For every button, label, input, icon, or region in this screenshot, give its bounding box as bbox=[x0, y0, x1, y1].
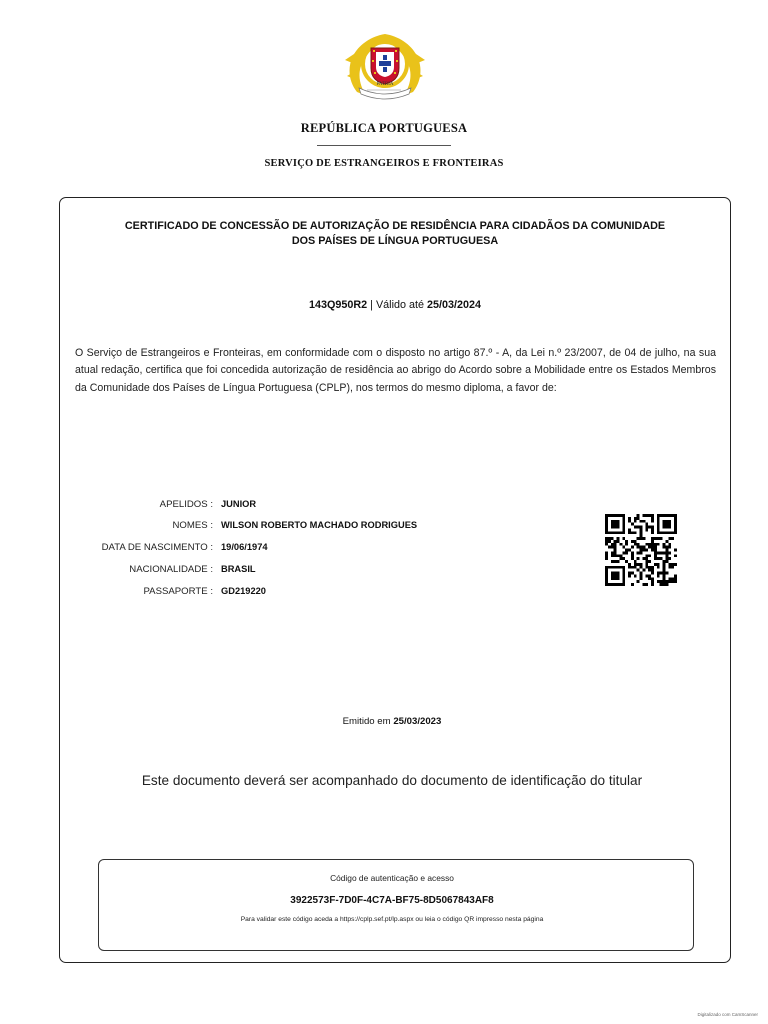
authentication-code: 3922573F-7D0F-4C7A-BF75-8D5067843AF8 bbox=[290, 895, 494, 906]
field-value: 19/06/1974 bbox=[221, 542, 268, 552]
issue-label: Emitido em bbox=[342, 716, 394, 727]
authentication-label: Código de autenticação e acesso bbox=[330, 873, 454, 883]
scanner-watermark: Digitalizado com CamScanner bbox=[697, 1012, 758, 1017]
field-label: NOMES : bbox=[172, 520, 213, 531]
issue-date-value: 25/03/2023 bbox=[393, 716, 442, 727]
identification-notice: Este documento deverá ser acompanhado do documento de identificação do titular bbox=[141, 773, 643, 788]
field-label: APELIDOS : bbox=[159, 499, 213, 510]
certificate-number: 143Q950R2 bbox=[308, 299, 368, 311]
field-row-nomes bbox=[70, 520, 470, 534]
field-row-data-nascimento bbox=[70, 542, 470, 556]
field-value: JUNIOR bbox=[221, 499, 257, 509]
coat-of-arms-emblem bbox=[337, 30, 433, 102]
field-value: GD219220 bbox=[221, 586, 266, 596]
valid-until-date: 25/03/2024 bbox=[427, 299, 482, 311]
service-heading: SERVIÇO DE ESTRANGEIROS E FRONTEIRAS bbox=[264, 158, 504, 169]
field-label: PASSAPORTE : bbox=[143, 586, 213, 597]
field-row-passaporte bbox=[70, 586, 470, 600]
certificate-title-line1: CERTIFICADO DE CONCESSÃO DE AUTORIZAÇÃO DE RESIDÊNCIA PARA CIDADÃOS DA COMUNIDADE bbox=[124, 220, 666, 232]
republic-heading: REPÚBLICA PORTUGUESA bbox=[300, 121, 468, 135]
certificate-title-line2: DOS PAÍSES DE LÍNGUA PORTUGUESA bbox=[291, 235, 499, 247]
certificate-title bbox=[95, 219, 695, 249]
field-label: DATA DE NASCIMENTO : bbox=[101, 542, 213, 553]
field-label: NACIONALIDADE : bbox=[129, 564, 213, 575]
validity-label: | Válido até bbox=[367, 299, 427, 311]
field-value: BRASIL bbox=[221, 564, 256, 574]
certificate-reference bbox=[0, 299, 768, 311]
field-value: WILSON ROBERTO MACHADO RODRIGUES bbox=[221, 520, 418, 530]
header-divider bbox=[317, 145, 451, 146]
certificate-body-text: O Serviço de Estrangeiros e Fronteiras, em conformidade com o disposto no artigo 87.º - A, da Lei n.º 23/2007, de 04 de julho, na sua atual redação, certifica que foi concedida autorização de residência ao abrigo do Acordo sobre a Mobilidade entre os Estados Membros da Comunidade dos Países de Língua Portuguesa (CPLP), nos termos do mesmo diploma, a favor de: bbox=[75, 347, 716, 394]
qr-code[interactable] bbox=[603, 514, 679, 586]
issue-date bbox=[0, 716, 768, 727]
field-row-apelidos bbox=[70, 499, 470, 513]
authentication-hint: Para validar este código aceda a https://cplp.sef.pt/lp.aspx ou leia o código QR impresso nesta página bbox=[240, 916, 544, 923]
field-row-nacionalidade bbox=[70, 564, 470, 578]
emblem-motto: PATRIA bbox=[376, 82, 394, 87]
